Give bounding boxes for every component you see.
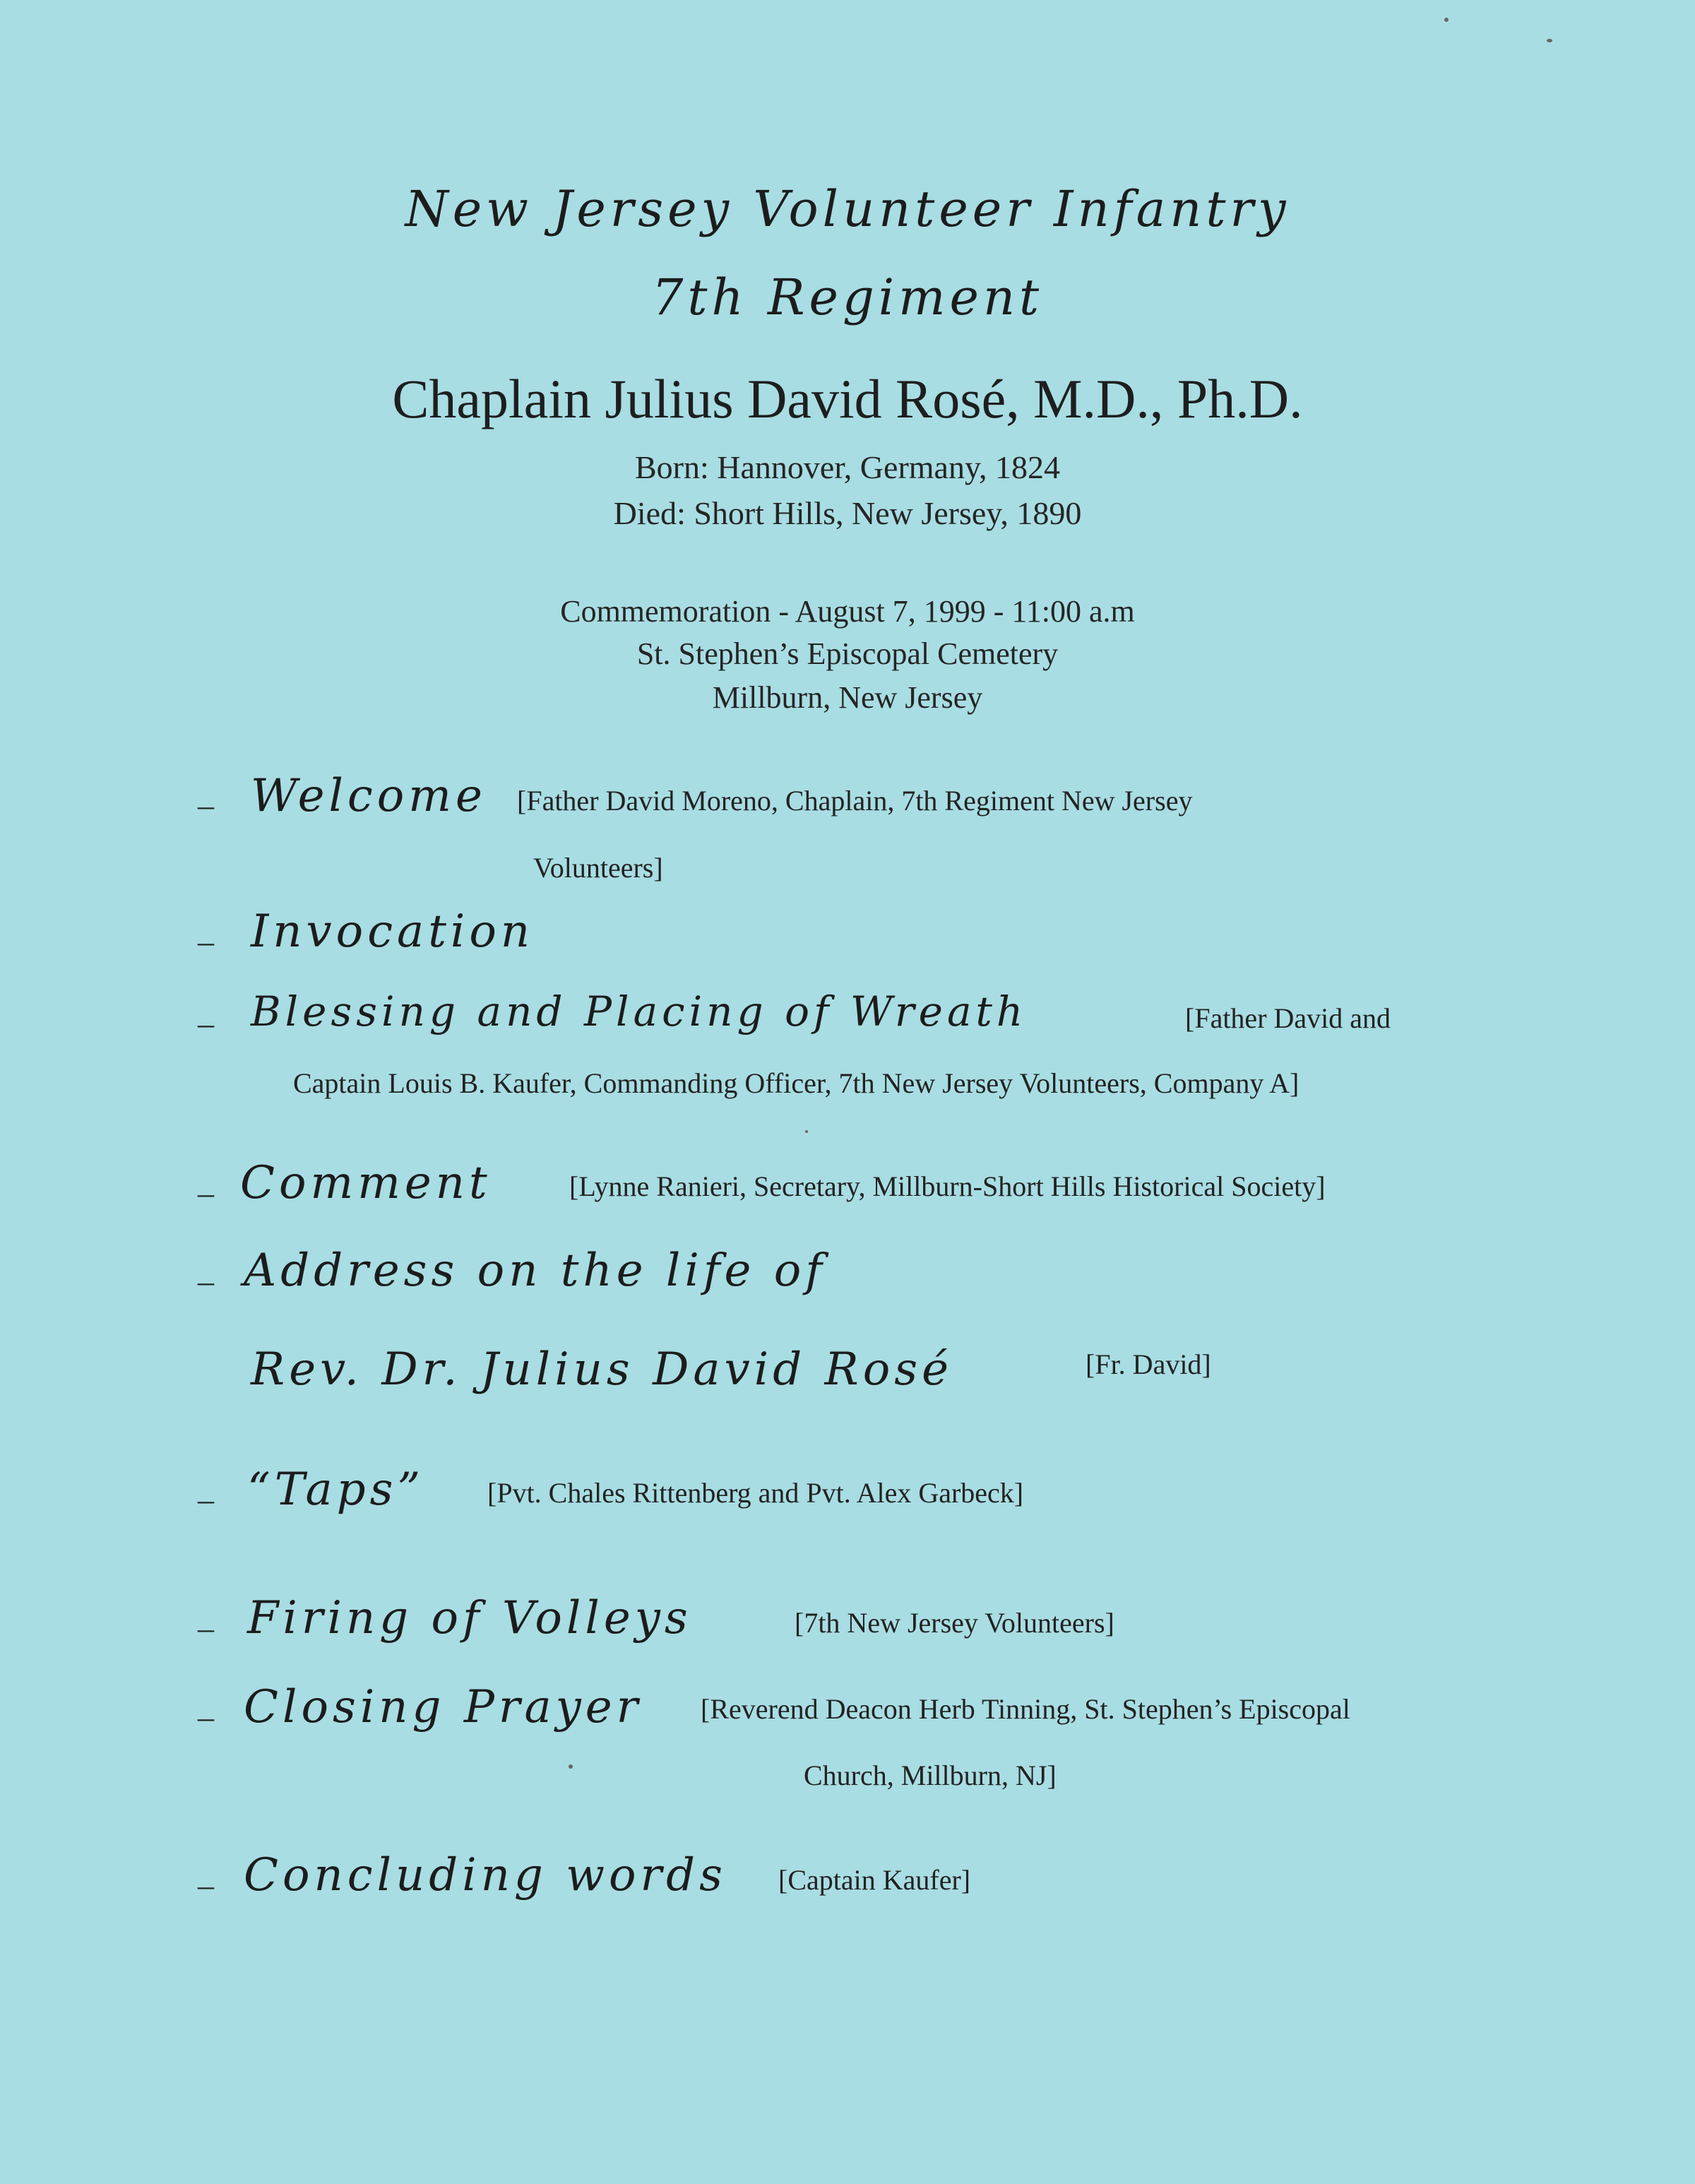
item-note: [Fr. David]: [1086, 1348, 1211, 1380]
item-note-continued: Captain Louis B. Kaufer, Commanding Officer, 7th New Jersey Volunteers, Company A]: [293, 1067, 1300, 1099]
regiment-title: 7th Regiment: [651, 268, 1044, 326]
item-title: Closing Prayer: [244, 1681, 643, 1733]
item-note: [Lynne Ranieri, Secretary, Millburn-Short Hills Historical Society]: [569, 1170, 1326, 1202]
paper-speck: [569, 1764, 573, 1769]
item-dash: –: [198, 1263, 214, 1299]
unit-title: New Jersey Volunteer Infantry: [405, 180, 1290, 238]
item-note: [7th New Jersey Volunteers]: [795, 1607, 1114, 1639]
birth-line: Born: Hannover, Germany, 1824: [635, 449, 1060, 485]
death-line: Died: Short Hills, New Jersey, 1890: [613, 495, 1082, 531]
item-title: “Taps”: [247, 1464, 425, 1516]
item-title: Blessing and Placing of Wreath: [251, 987, 1028, 1035]
item-dash: –: [198, 1610, 214, 1646]
item-dash: –: [198, 1175, 214, 1211]
town-line: Millburn, New Jersey: [712, 680, 983, 715]
item-note: [Captain Kaufer]: [778, 1864, 971, 1896]
commemoration-line: Commemoration - August 7, 1999 - 11:00 a.m: [560, 594, 1135, 629]
item-dash: –: [198, 1699, 214, 1735]
item-note: [Reverend Deacon Herb Tinning, St. Stephen’s Episcopal: [701, 1693, 1350, 1725]
item-title: Welcome: [251, 770, 487, 822]
venue-line: St. Stephen’s Episcopal Cemetery: [636, 636, 1059, 671]
item-title: Invocation: [251, 906, 535, 958]
paper-speck: [1547, 39, 1552, 42]
item-title-continued: Rev. Dr. Julius David Rosé: [251, 1343, 953, 1396]
item-dash: –: [198, 923, 214, 959]
item-note-continued: Volunteers]: [533, 852, 663, 884]
paper-speck: [1444, 18, 1449, 22]
item-title: Firing of Volleys: [247, 1592, 692, 1644]
item-title: Concluding words: [244, 1849, 727, 1901]
item-note: [Father David Moreno, Chaplain, 7th Regiment New Jersey: [517, 785, 1193, 817]
item-dash: –: [198, 1005, 214, 1041]
item-dash: –: [198, 1481, 214, 1517]
item-title: Address on the life of: [244, 1245, 826, 1297]
paper-speck: [805, 1130, 808, 1133]
item-dash: –: [198, 1867, 214, 1903]
item-title: Comment: [240, 1157, 492, 1209]
item-note: [Pvt. Chales Rittenberg and Pvt. Alex Garbeck]: [487, 1477, 1024, 1509]
item-note: [Father David and: [1185, 1002, 1391, 1034]
chaplain-name: Chaplain Julius David Rosé, M.D., Ph.D.: [392, 368, 1303, 429]
item-note-continued: Church, Millburn, NJ]: [804, 1759, 1057, 1791]
item-dash: –: [198, 787, 214, 823]
